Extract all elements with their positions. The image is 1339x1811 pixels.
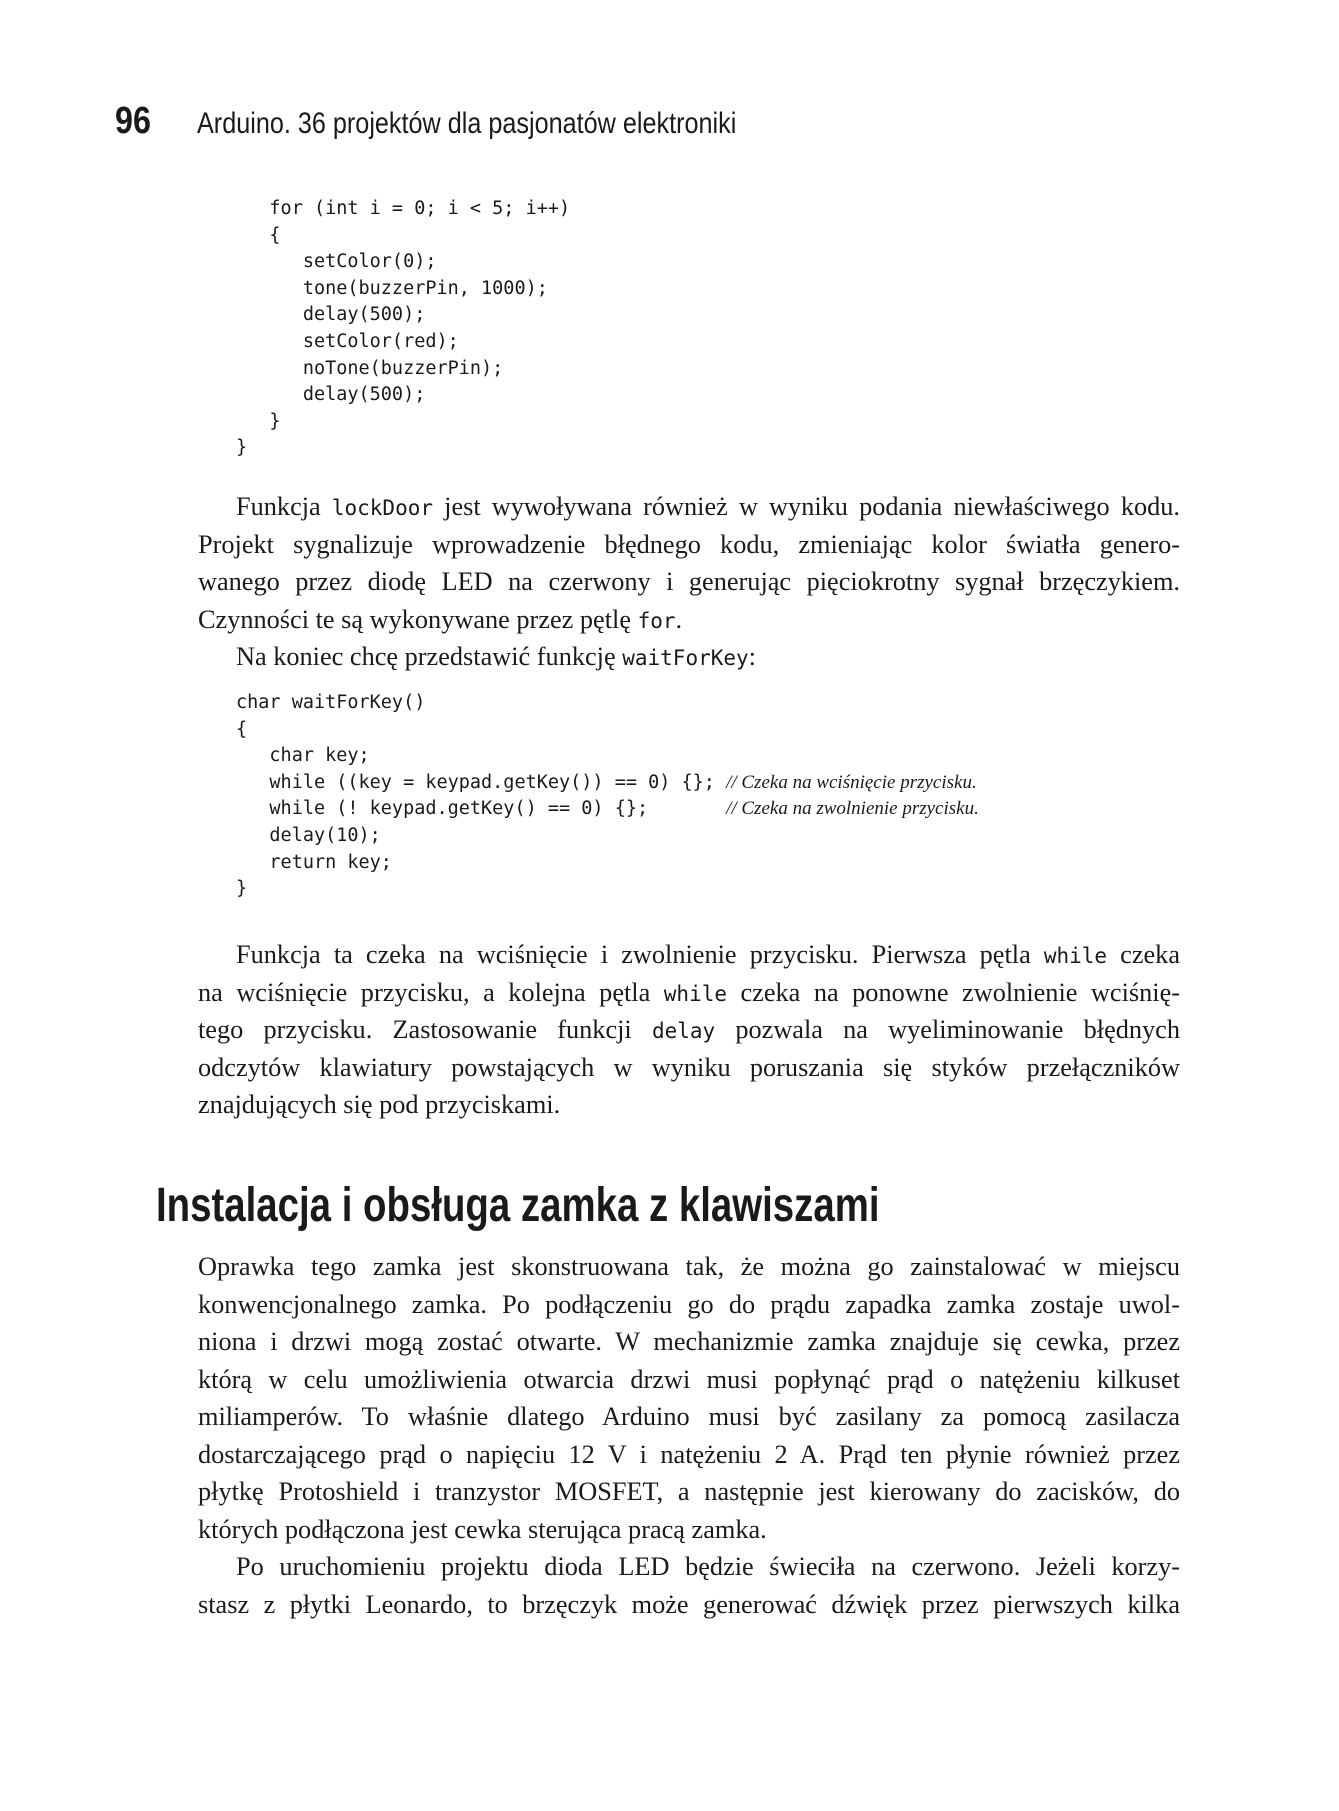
text-line: tego przycisku. Zastosowanie funkcji delay pozwala na wyeliminowanie błędnych [198,1015,1181,1044]
text-line: miliamperów. To właśnie dlatego Arduino musi być zasilany za pomocą zasilacza [198,1402,1180,1431]
text-line: wanego przez diodę LED na czerwony i generując pięciokrotny sygnał brzęczykiem. [198,567,1180,596]
text-line: na wciśnięcie przycisku, a kolejna pętla while czeka na ponowne zwolnienie wciśnię- [198,977,1181,1007]
text-line: znajdujących się pod przyciskami. [198,1090,561,1119]
code-line: tone(buzzerPin, 1000); [236,277,548,299]
paragraph-lock-installation [198,1248,1180,1623]
text-line: Funkcja lockDoor jest wywoływana również w wyniku podania niewłaściwego kodu. [236,492,1180,521]
page-number: 96 [115,100,151,142]
section-heading: Instalacja i obsługa zamka z klawiszami [156,1179,880,1232]
text-line: odczytów klawiatury powstających w wyniku poruszania się styków przełączników [198,1052,1180,1082]
code-line: while (! keypad.getKey() == 0) {}; // Czeka na zwolnienie przycisku. [236,798,979,820]
page-header [115,100,839,150]
code-line: setColor(red); [236,330,459,352]
code-line: for (int i = 0; i < 5; i++) [236,198,571,219]
running-title: Arduino. 36 projektów dla pasjonatów elektroniki [197,107,737,140]
code-line: delay(10); [236,824,381,846]
code-line: } [236,437,248,459]
code-line: delay(500); [236,304,426,326]
text-line: konwencjonalnego zamka. Po podłączeniu go do prądu zapadka zamka zostaje uwol- [198,1289,1180,1319]
code-comment: // Czeka na wciśnięcie przycisku. [726,771,977,793]
text-line: którą w celu umożliwienia otwarcia drzwi musi popłynąć prąd o natężeniu kilkuset [198,1364,1180,1394]
code-line: { [236,718,248,740]
code-block-for-loop [236,196,570,462]
text-line: Czynności te są wykonywane przez pętlę for. [198,604,683,634]
text-line: Projekt sygnalizuje wprowadzenie błędnego kodu, zmieniając kolor światła genero- [198,529,1180,559]
code-line: delay(500); [236,384,426,406]
text-line: stasz z płytki Leonardo, to brzęczyk może generować dźwięk przez pierwszych kilka [198,1589,1180,1619]
code-line: while ((key = keypad.getKey()) == 0) {}; // Czeka na wciśnięcie przycisku. [236,771,977,793]
code-comment: // Czeka na zwolnienie przycisku. [726,798,979,820]
code-line: } [236,410,281,432]
text-line: płytkę Protoshield i tranzystor MOSFET, a następnie jest kierowany do zacisków, do [198,1477,1180,1506]
code-line: setColor(0); [236,251,437,273]
code-line: } [236,878,248,900]
text-line: Na koniec chcę przedstawić funkcję waitForKey: [236,642,756,671]
text-line: Oprawka tego zamka jest skonstruowana tak, że można go zainstalować w miejscu [198,1252,1180,1281]
text-line: których podłączona jest cewka sterująca pracą zamka. [198,1514,767,1544]
code-line: char key; [236,745,370,767]
code-line: char waitForKey() [236,692,426,713]
code-line: return key; [236,851,392,873]
code-line: { [236,224,281,246]
text-line: dostarczającego prąd o napięciu 12 V i natężeniu 2 A. Prąd ten płynie również przez [198,1439,1180,1469]
text-line: Po uruchomieniu projektu dioda LED będzie świeciła na czerwono. Jeżeli korzy- [236,1552,1180,1581]
paragraph-lockdoor [198,488,1180,676]
paragraph-waitforkey-explanation [198,936,1180,1124]
code-line: noTone(buzzerPin); [236,357,504,379]
code-block-waitforkey [236,690,979,903]
text-line: niona i drzwi mogą zostać otwarte. W mechanizmie zamka znajduje się cewka, przez [198,1327,1180,1356]
text-line: Funkcja ta czeka na wciśnięcie i zwolnienie przycisku. Pierwsza pętla while czeka [236,940,1180,969]
